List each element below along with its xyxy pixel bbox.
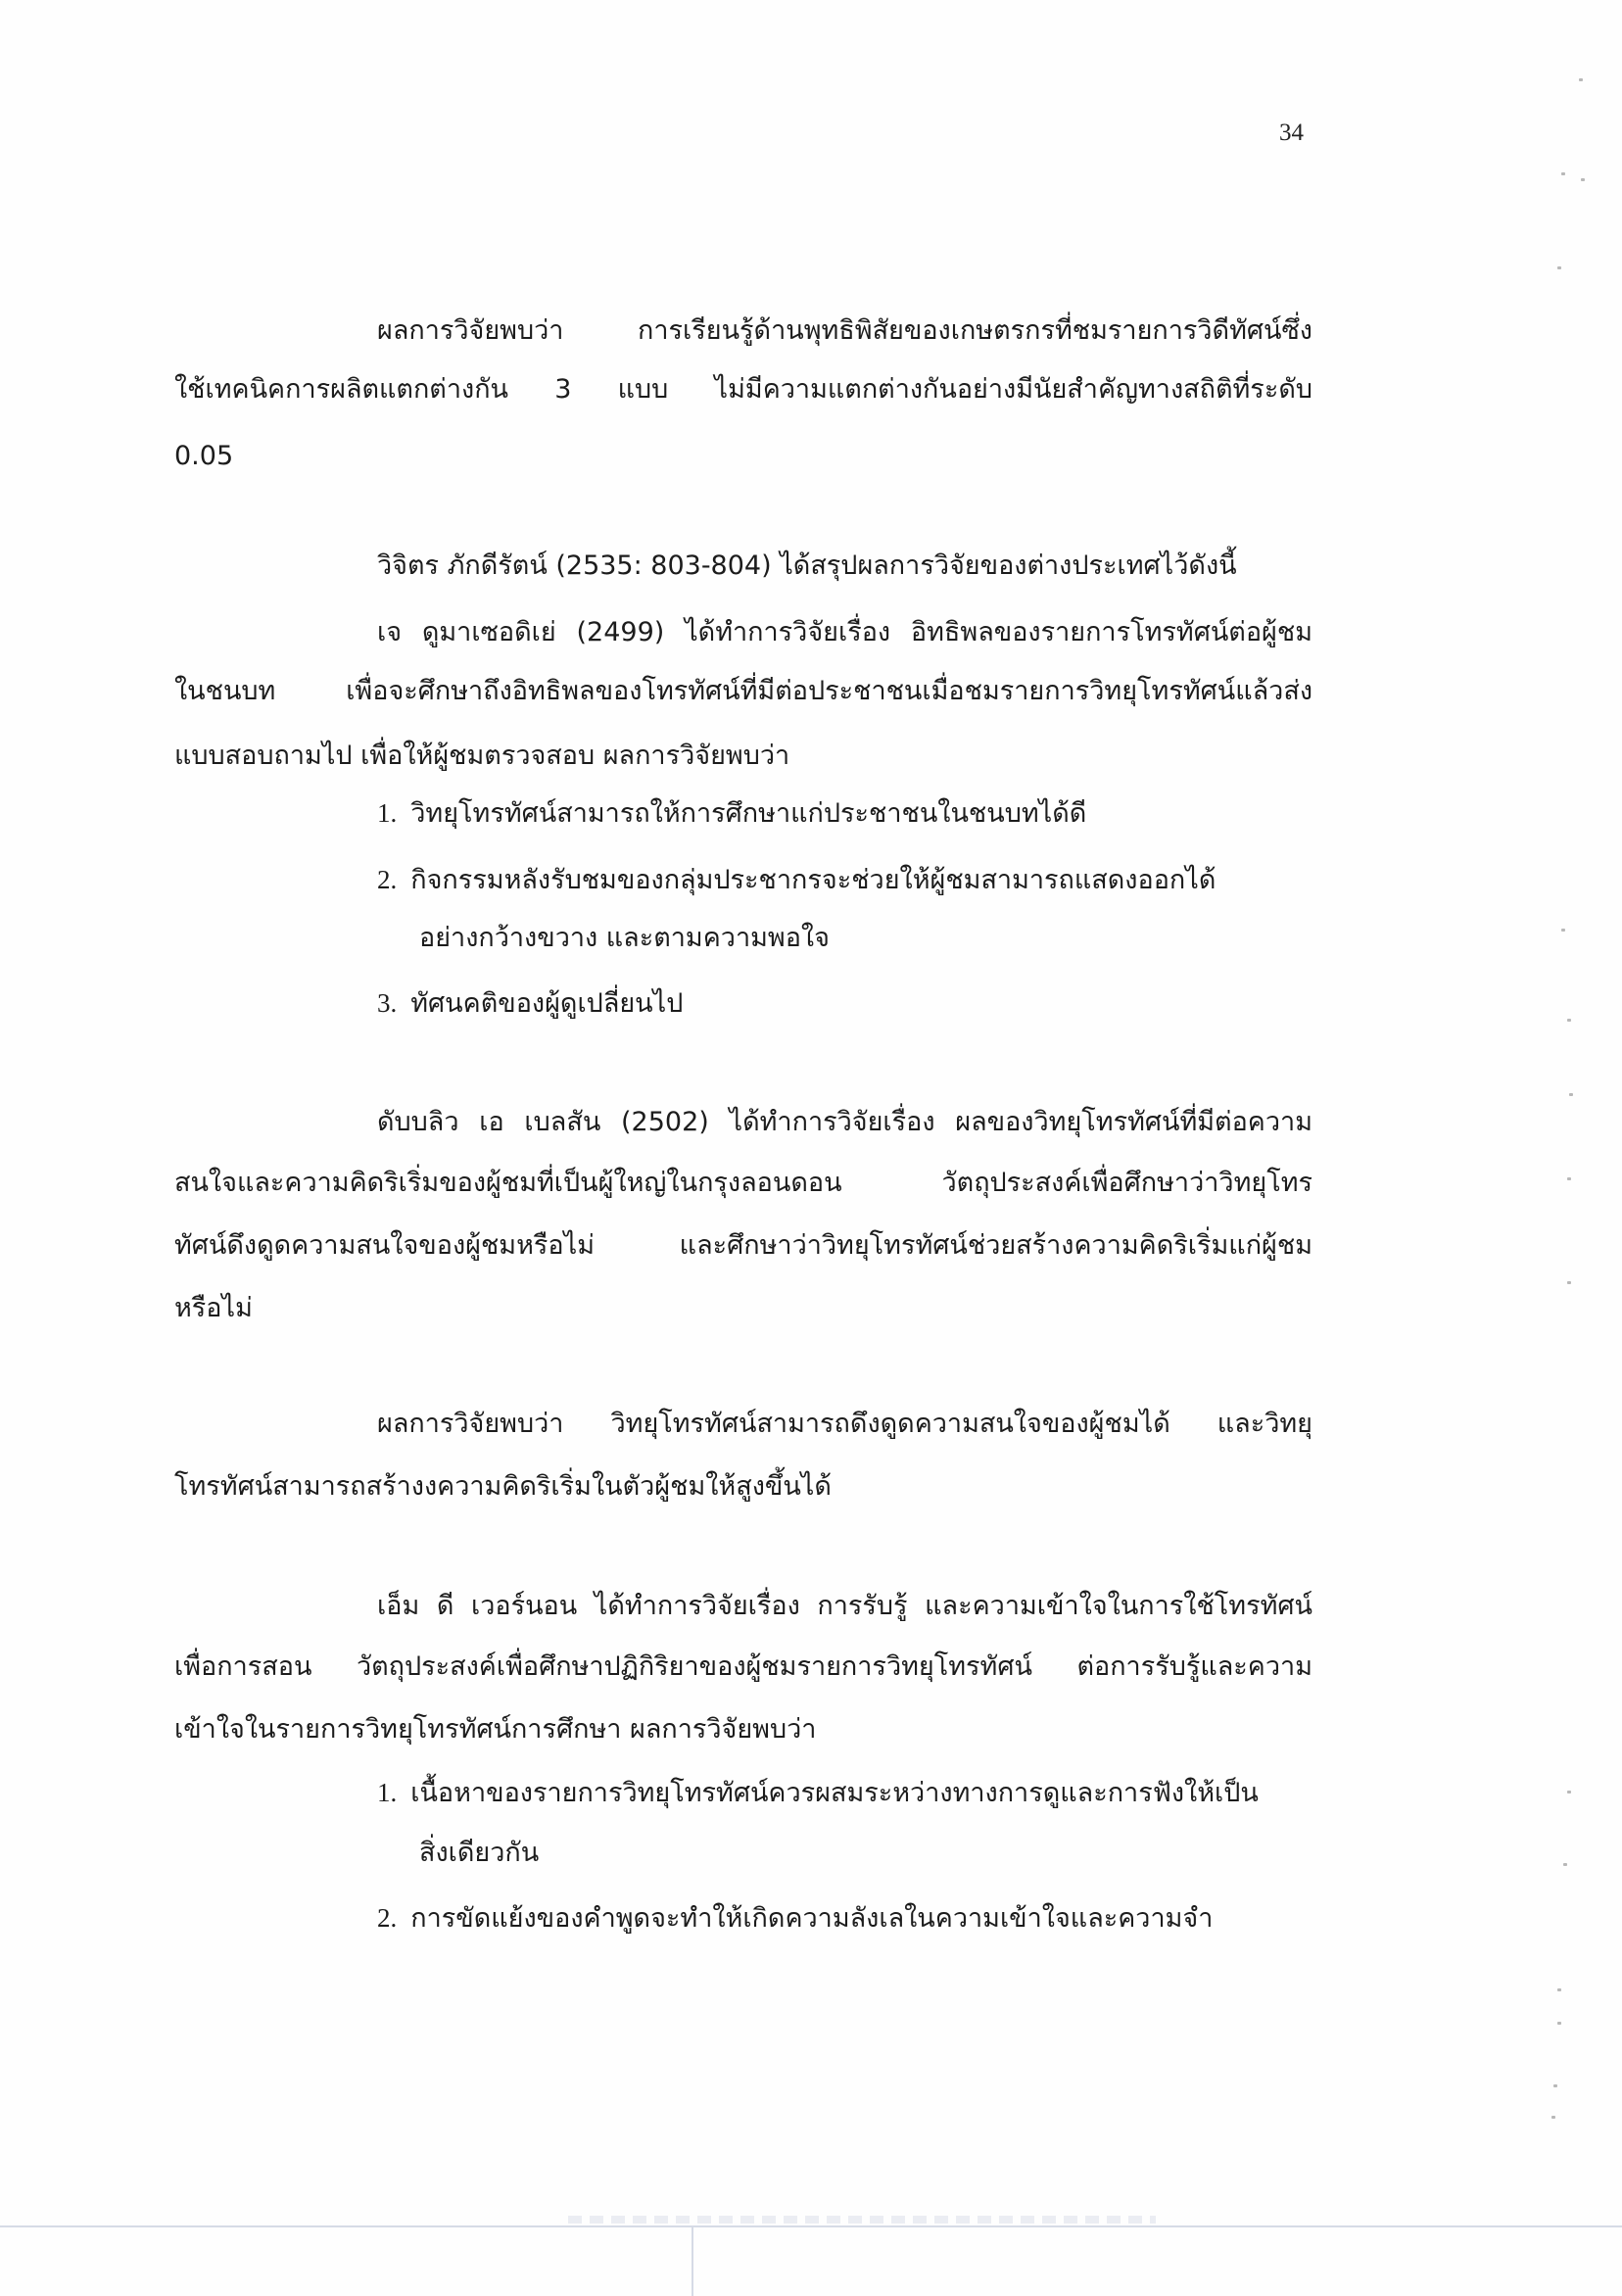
paragraph-1-line-2: ใช้เทคนิคการผลิตแตกต่างกัน 3 แบบ ไม่มีความแตกต่างกันอย่างมีนัยสำคัญทางสถิติที่ระดับ bbox=[174, 374, 1312, 405]
scan-speck bbox=[1557, 2022, 1561, 2025]
list-1-item-1 bbox=[377, 793, 1086, 834]
list-1-item-3 bbox=[377, 983, 683, 1024]
list-item-text: เนื้อหาของรายการวิทยุโทรทัศน์ควรผสมระหว่างทางการดูและการฟังให้เป็น bbox=[410, 1778, 1259, 1808]
list-item-number: 1. bbox=[377, 798, 398, 828]
list-item-number: 1. bbox=[377, 1778, 398, 1807]
scan-speck bbox=[1581, 178, 1585, 181]
scan-footer-tick bbox=[692, 2227, 693, 2296]
paragraph-2-line-3: ในชนบท เพื่อจะศึกษาถึงอิทธิพลของโทรทัศน์ที่มีต่อประชาชนเมื่อชมรายการวิทยุโทรทัศน์แล้วส่ง bbox=[174, 676, 1312, 706]
scan-speck bbox=[1579, 78, 1583, 81]
scan-speck bbox=[1551, 2116, 1555, 2119]
scan-speck bbox=[1557, 1988, 1561, 1991]
list-item-text: ทัศนคติของผู้ดูเปลี่ยนไป bbox=[410, 988, 684, 1019]
list-item-number: 2. bbox=[377, 1903, 398, 1933]
paragraph-3-line-4: หรือไม่ bbox=[174, 1293, 253, 1323]
paragraph-4-line-2: โทรทัศน์สามารถสร้างงความคิดริเริ่มในตัวผู้ชมให้สูงขึ้นได้ bbox=[174, 1471, 832, 1502]
scan-footer-rule bbox=[0, 2225, 1622, 2227]
scan-speck bbox=[1563, 1863, 1567, 1866]
list-item-text: การขัดแย้งของคำพูดจะทำให้เกิดความลังเลในความเข้าใจและความจำ bbox=[410, 1903, 1214, 1934]
scan-speck bbox=[1561, 172, 1565, 175]
page-number: 34 bbox=[1279, 120, 1304, 146]
paragraph-5-line-2: เพื่อการสอน วัตถุประสงค์เพื่อศึกษาปฏิกิริยาของผู้ชมรายการวิทยุโทรทัศน์ ต่อการรับรู้และความ bbox=[174, 1651, 1312, 1682]
scan-speck bbox=[1553, 2084, 1557, 2087]
list-1-item-2-continued: อย่างกว้างขวาง และตามความพอใจ bbox=[419, 923, 830, 953]
scan-speck bbox=[1567, 1281, 1571, 1284]
paragraph-2-line-2: เจ ดูมาเซอดิเย่ (2499) ได้ทำการวิจัยเรื่อง อิทธิพลของรายการโทรทัศน์ต่อผู้ชม bbox=[377, 617, 1312, 647]
list-item-text: วิทยุโทรทัศน์สามารถให้การศึกษาแก่ประชาชนในชนบทได้ดี bbox=[410, 798, 1087, 829]
list-2-item-1-continued: สิ่งเดียวกัน bbox=[419, 1838, 540, 1868]
list-item-number: 3. bbox=[377, 988, 398, 1018]
scan-speck bbox=[1567, 1019, 1571, 1022]
scan-speck bbox=[1567, 1177, 1571, 1180]
paragraph-5-line-1: เอ็ม ดี เวอร์นอน ได้ทำการวิจัยเรื่อง การรับรู้ และความเข้าใจในการใช้โทรทัศน์ bbox=[377, 1591, 1312, 1621]
scan-speck bbox=[1569, 1093, 1573, 1096]
list-1-item-2 bbox=[377, 860, 1216, 900]
paragraph-3-line-3: ทัศน์ดึงดูดความสนใจของผู้ชมหรือไม่ และศึกษาว่าวิทยุโทรทัศน์ช่วยสร้างความคิดริเริ่มแก่ผู้ชม bbox=[174, 1230, 1312, 1261]
paragraph-2-line-4: แบบสอบถามไป เพื่อให้ผู้ชมตรวจสอบ ผลการวิจัยพบว่า bbox=[174, 741, 790, 771]
paragraph-3-line-2: สนใจและความคิดริเริ่มของผู้ชมที่เป็นผู้ใหญ่ในกรุงลอนดอน วัตถุประสงค์เพื่อศึกษาว่าวิทยุโทร bbox=[174, 1168, 1312, 1198]
list-item-text: กิจกรรมหลังรับชมของกลุ่มประชากรจะช่วยให้ผู้ชมสามารถแสดงออกได้ bbox=[410, 865, 1216, 895]
list-2-item-1 bbox=[377, 1773, 1259, 1813]
paragraph-5-line-3: เข้าใจในรายการวิทยุโทรทัศน์การศึกษา ผลการวิจัยพบว่า bbox=[174, 1714, 817, 1745]
scan-speck bbox=[1561, 929, 1565, 932]
paragraph-4-line-1: ผลการวิจัยพบว่า วิทยุโทรทัศน์สามารถดึงดูดความสนใจของผู้ชมได้ และวิทยุ bbox=[377, 1409, 1312, 1439]
paragraph-1-line-3: 0.05 bbox=[174, 441, 234, 471]
scan-footer-artifact bbox=[568, 2216, 1156, 2224]
scan-speck bbox=[1557, 266, 1561, 269]
list-2-item-2 bbox=[377, 1898, 1213, 1938]
scan-speck bbox=[1567, 1791, 1571, 1794]
paragraph-1-line-1: ผลการวิจัยพบว่า การเรียนรู้ด้านพุทธิพิสัยของเกษตรกรที่ชมรายการวิดีทัศน์ซึ่ง bbox=[377, 315, 1312, 346]
paragraph-2-line-1: วิจิตร ภักดีรัตน์ (2535: 803-804) ได้สรุปผลการวิจัยของต่างประเทศไว้ดังนี้ bbox=[377, 550, 1237, 581]
paragraph-3-line-1: ดับบลิว เอ เบลสัน (2502) ได้ทำการวิจัยเรื่อง ผลของวิทยุโทรทัศน์ที่มีต่อความ bbox=[377, 1107, 1312, 1137]
list-item-number: 2. bbox=[377, 865, 398, 894]
